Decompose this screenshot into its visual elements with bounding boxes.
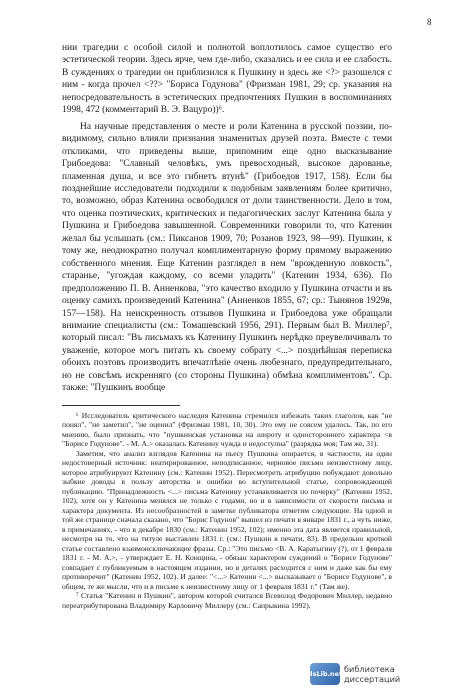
page-number: 8: [427, 17, 432, 27]
footnote-7: ⁷ Статья "Катенин и Пушкин", автором которой считался Всеволод Федорович Миллер, недавно переатрибутирована Владимиру Карловичу Миллеру (см.: Сапрыкина 1992).: [62, 591, 392, 610]
footnote-6-continued: Заметим, что анализ взглядов Катенина на пьесу Пушкина опирается, в частности, на один недостоверный источник: неатирированное, неподписанное, черновое письмо неизвестному лицу, которое атрибуируют Катенину (см.: Катенин 1952). Пересмотреть атрибуцию побуждают довольно зыбкие доводы в пользу авторства и ошибки во вступительной статье, сопровождающей публикацию. "Принадлежность <...> письма Катенину устанавливается по почерку" (Катенин 1952, 102), хотя он у Катенина менялся не только с годами, но и в зависимости от скорости письма и характера документа. Из несообразностей в заметке публикатора отметим следующие. На одной и той же странице сначала сказано, что "Борис Годунов" вышел из печати в январе 1831 г., а чуть ниже, в примечаниях, - что в декабре 1830 (см.: Катенин 1952, 102); именно эта дата является правильной, несмотря на то, что на титуле выставлен 1831 г. (см.: Пушкин в печати, 83). В предельно кроткой статье составлено взаимоисключающие фразы. Ср.: "Это письмо <В. А. Каратыгину (?), от 1 февраля 1831 г. - М. А.>, - утверждает Е. Н. Конщина, - обязан характером суждений о "Борисе Годунове" совпадает с публикуемым в настоящем издании, но в деталях расходится с ним и даже как бы ему противоречит" (Катенин 1952, 102). И далее: "<...> Катенин <...> высказывает о "Борисе Годунове", в общем, те же мысли, что и в письме к неизвестному лицу от 1 февраля 1831 г." (Там же).: [62, 448, 392, 591]
paragraph-katenin-reception: На научные представления о месте и роли Катенина в русской поэзии, по-видимому, сильно влияли признания знаменитых друзей поэта. Вместе с теми откликами, что приведены выше, припомним еще одно высказывание Грибоедова: "Славный человѣкъ, умъ превосходный, высокое дарованье, пламенная душа, и все это гибнетъ втунѣ" (Грибоедов 1917, 158). Если бы позднейшие исследователи подходили к подобным заявлениям более критично, то, возможно, образ Катенина освободился от доли таинственности. Дело в том, что оценка поэтических, критических и педагогических заслуг Катенина была у Пушкина и Грибоедова завышенной. Современники говорили то, что Катенин желал бы услышать (см.: Пиксанов 1909, 70; Розанов 1923, 98—99). Пушкин, к тому же, неоднократно получал комплиментарную форму прямому выражению собственного мнения. Еще Катенин разглядел в нем "врожденную ловкость", старанье, "угождая каждому, со всеми уладить" (Катенин 1934, 636). По предположению П. В. Анненкова, "это качество входило у Пушкина отчасти и въ оценку самихъ произведений Катенина" (Анненков 1855, 67; ср.: Тынянов 1929в, 157—158). На неискренность отзывов Пушкина и Грибоедова уже обращали внимание специалисты (см.: Томашевский 1956, 291). Первым был В. Миллер⁷, который писал: "Въ письмахъ къ Катенину Пушкинъ нерѣдко преувеличивалъ то уваженіе, которое могъ питать къ своему собрату <...> позднѣйшая переписка обоихъ поэтовъ производитъ впечатлѣніе очень любезнаго, предупредительнаго, но не совсѣмъ искренняго (со стороны Пушкина) обмѣна комплиментовъ". Ср. также: "Пушкинъ вообще: [62, 121, 392, 394]
dslib-logo-icon: [307, 663, 343, 685]
footnote-divider: [62, 405, 180, 406]
paragraph-continuation: нии трагедии с особой силой и полнотой воплотилось самое существо его эстетической теории. Здесь ярче, чем где-либо, сказались и ее сила и ее слабость. В суждениях о трагедии он приблизился к Пушкину и здесь же <?> разошелся с ним - когда прочел <??> "Бориса Годунова" (Фризман 1981, 29; ср. указания на непосредовательность в эстетических предпочтениях Пушкин в воспоминаниях 1998, 472 (комментарий В. Э. Вацуро))⁶.: [62, 43, 392, 116]
footnote-6: ⁶ Исследователь критического наследия Катенина стремился избежать таких глаголов, как "не понял", "не заметил", "не оценил" (Фризман 1981, 10, 30). Это ему не совсем удалось. Так, по его мнению, было признать, что "пушкинская установка на широту и одностороннего характера <в "Борисе Годунове". - М. А.> оказалась Катенину чужда и недоступна" (разрядка моя; Там же, 31).: [62, 410, 392, 449]
watermark: [307, 660, 450, 688]
page-body: [62, 42, 392, 610]
watermark-logo-text: dsLib.net: [307, 670, 343, 678]
watermark-caption: библиотека диссертаций: [344, 664, 401, 684]
